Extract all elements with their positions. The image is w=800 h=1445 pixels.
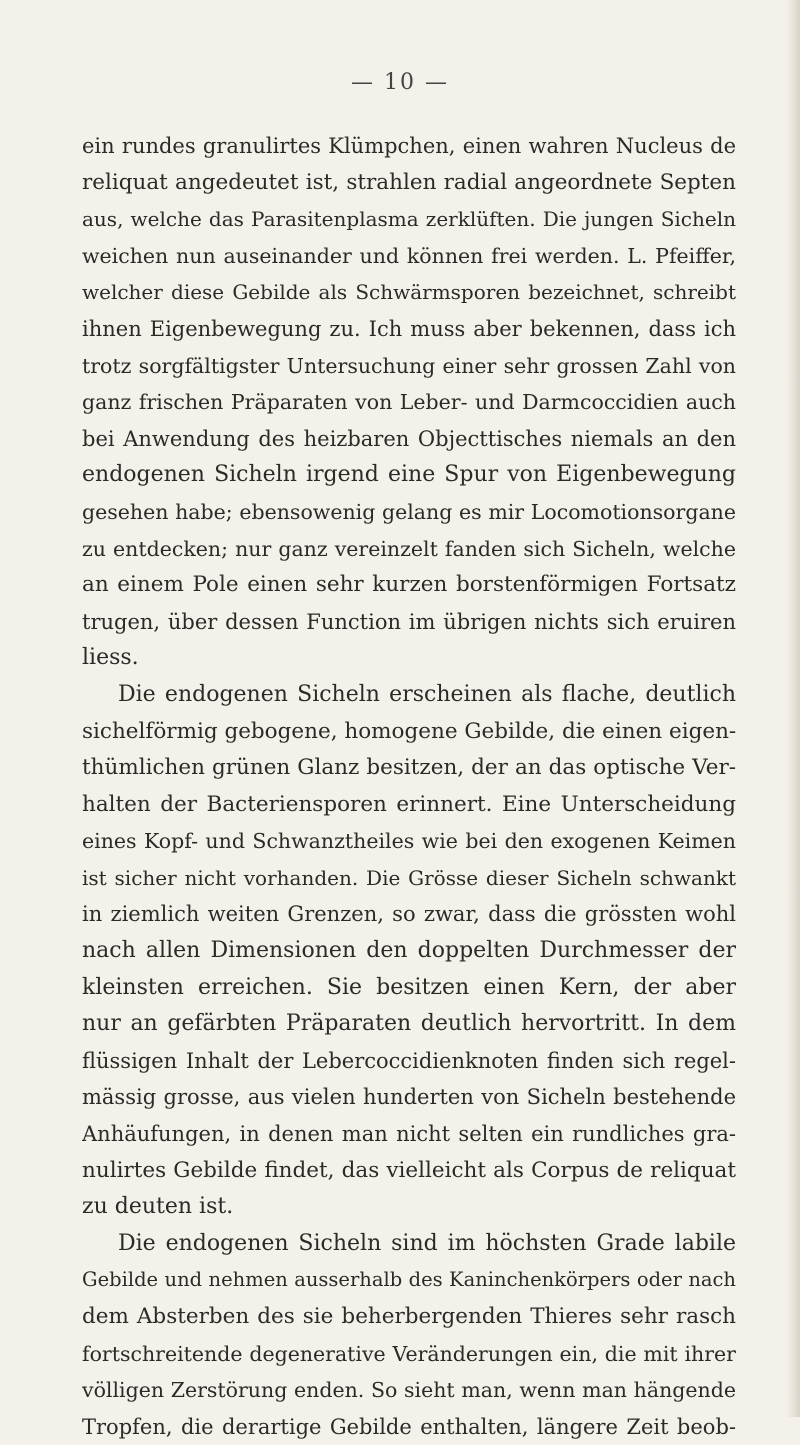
text-line: völligen Zerstörung enden. So sieht man, wenn man hängende	[82, 1378, 736, 1403]
text-line: Tropfen, die derartige Gebilde enthalten, längere Zeit beob-	[82, 1414, 736, 1439]
text-line: mässig grosse, aus vielen hunderten von Sicheln bestehende	[82, 1085, 736, 1110]
text-line: ihnen Eigenbewegung zu. Ich muss aber bekennen, dass ich	[82, 316, 736, 341]
text-line: dem Absterben des sie beherbergenden Thieres sehr rasch	[82, 1304, 736, 1329]
text-line: flüssigen Inhalt der Lebercoccidienknoten finden sich regel-	[82, 1048, 736, 1073]
text-line: ein rundes granulirtes Klümpchen, einen wahren Nucleus de	[82, 134, 736, 158]
text-line: eines Kopf- und Schwanztheiles wie bei den exogenen Keimen	[82, 829, 736, 854]
body-text	[82, 128, 736, 1445]
text-line: fortschreitende degenerative Veränderungen ein, die mit ihrer	[82, 1341, 736, 1366]
paragraph-start-line: Die endogenen Sicheln erscheinen als flache, deutlich	[118, 681, 736, 707]
text-line: Anhäufungen, in denen man nicht selten ein rundliches gra-	[82, 1122, 736, 1147]
paragraph-end-line: liess.	[82, 645, 139, 671]
text-line: Gebilde und nehmen ausserhalb des Kaninchenkörpers oder nach	[82, 1268, 736, 1292]
text-line: welcher diese Gebilde als Schwärmsporen bezeichnet, schreibt	[82, 280, 736, 305]
text-line: gesehen habe; ebensowenig gelang es mir Locomotionsorgane	[82, 499, 736, 524]
text-line: halten der Bacteriensporen erinnert. Eine Unterscheidung	[82, 791, 736, 817]
text-line: reliquat angedeutet ist, strahlen radial angeordnete Septen	[82, 169, 736, 195]
text-line: sichelförmig gebogene, homogene Gebilde, die einen eigen-	[82, 718, 736, 744]
paragraph-start-line: Die endogenen Sicheln sind im höchsten Grade labile	[118, 1230, 736, 1256]
text-line: nur an gefärbten Präparaten deutlich hervortritt. In dem	[82, 1011, 736, 1037]
text-line: an einem Pole einen sehr kurzen borstenförmigen Fortsatz	[82, 572, 736, 598]
text-line: bei Anwendung des heizbaren Objecttisches niemals an den	[82, 426, 736, 451]
text-line: nach allen Dimensionen den doppelten Durchmesser der	[82, 938, 736, 964]
paragraph-end-line: zu deuten ist.	[82, 1194, 234, 1220]
page-edge-shadow	[786, 0, 800, 1417]
text-line: endogenen Sicheln irgend eine Spur von Eigenbewegung	[82, 462, 736, 488]
text-line: ganz frischen Präparaten von Leber- und Darmcoccidien auch	[82, 390, 736, 415]
text-line: aus, welche das Parasitenplasma zerklüften. Die jungen Sicheln	[82, 207, 736, 232]
text-line: nulirtes Gebilde findet, das vielleicht als Corpus de reliquat	[82, 1157, 736, 1183]
text-line: ist sicher nicht vorhanden. Die Grösse dieser Sicheln schwankt	[82, 865, 736, 890]
page-number: — 10 —	[351, 70, 449, 95]
text-line: in ziemlich weiten Grenzen, so zwar, dass die grössten wohl	[82, 902, 736, 927]
text-line: kleinsten erreichen. Sie besitzen einen Kern, der aber	[82, 974, 736, 1000]
text-line: trugen, über dessen Function im übrigen nichts sich eruiren	[82, 609, 736, 634]
text-line: weichen nun auseinander und können frei werden. L. Pfeiffer,	[82, 243, 736, 268]
text-line: trotz sorgfältigster Untersuchung einer sehr grossen Zahl von	[82, 353, 736, 378]
text-line: thümlichen grünen Glanz besitzen, der an das optische Ver-	[82, 755, 736, 781]
text-line: zu entdecken; nur ganz vereinzelt fanden sich Sicheln, welche	[82, 536, 736, 561]
